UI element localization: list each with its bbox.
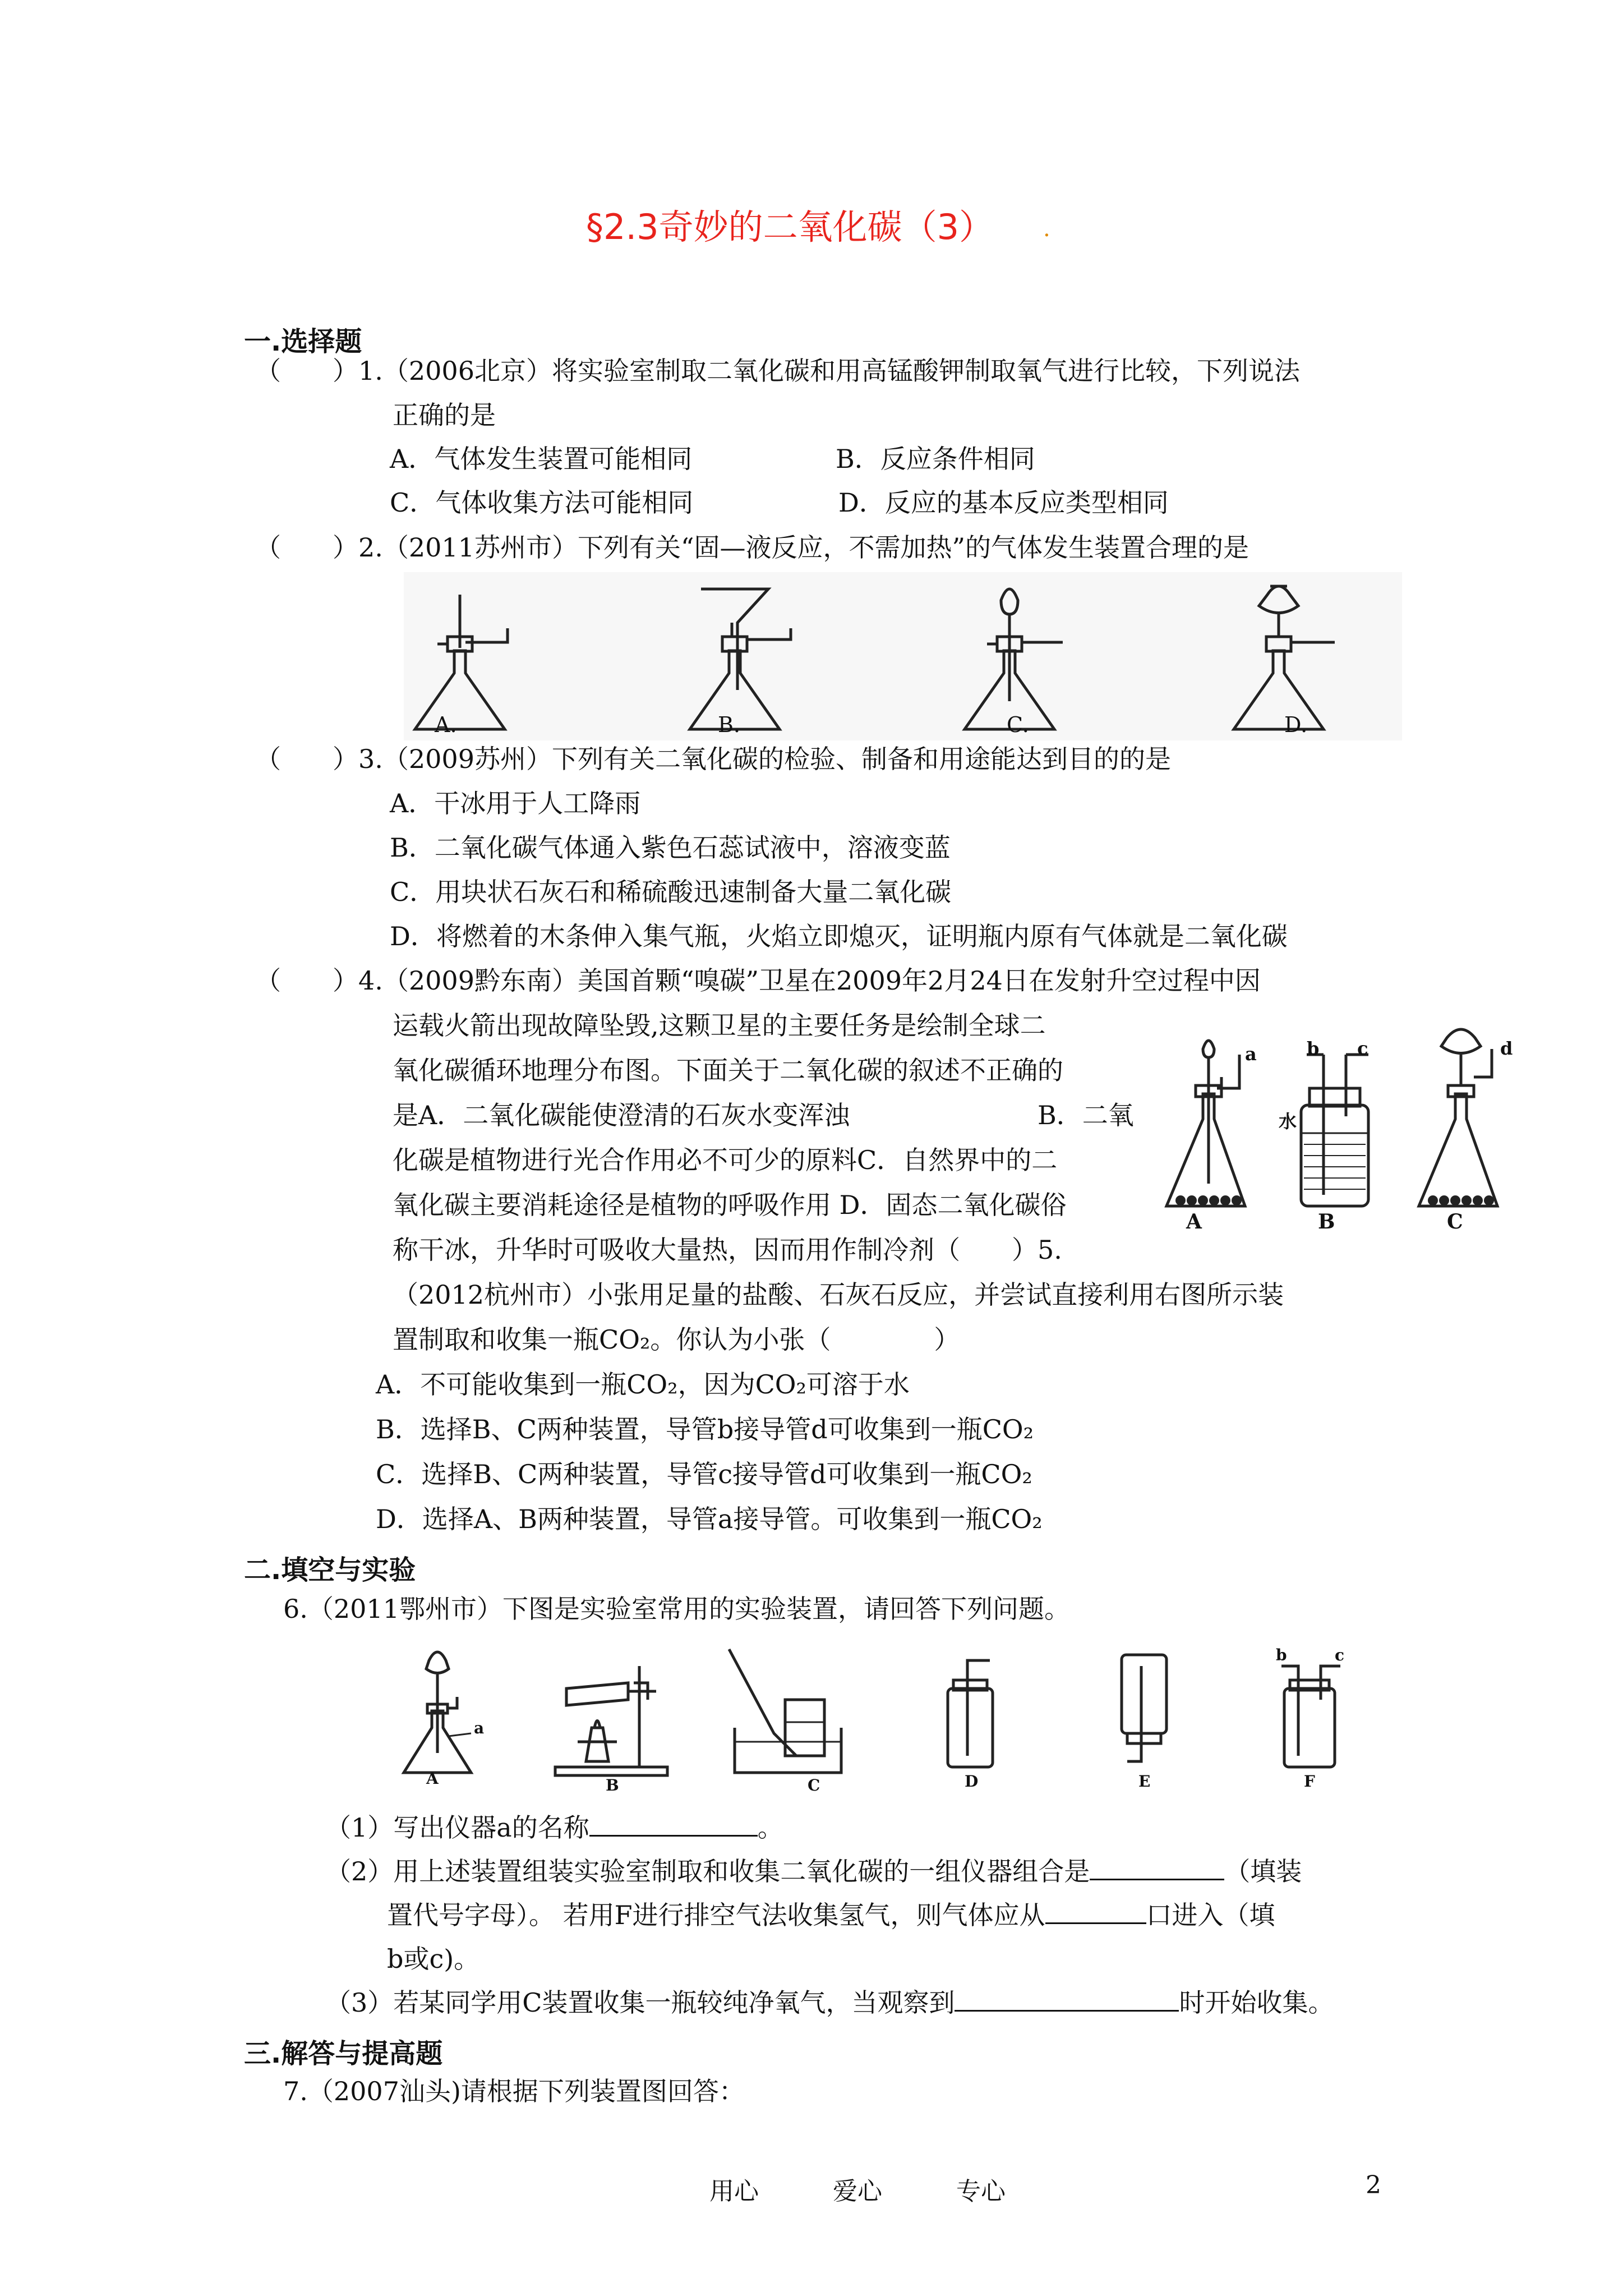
q1-option-d: D．反应的基本反应类型相同 [838,487,1169,518]
q6-part-2-text-2: 置代号字母）。 若用F进行排空气法收集氢气，则气体应从 [387,1900,1045,1930]
q5-fig-label-b: B [1318,1210,1335,1234]
q6-apparatus-figure [398,1644,1352,1795]
q1-option-c: C．气体收集方法可能相同 [390,487,694,518]
q4-line-6: 氧化碳主要消耗途径是植物的呼吸作用 D．固态二氧化碳俗 [393,1190,1067,1220]
q5-tube-label-a: a [1245,1043,1257,1065]
q5-bottle-b [1301,1055,1368,1206]
q4-line-3: 氧化碳循环地理分布图。下面关于二氧化碳的叙述不正确的 [393,1055,1063,1085]
q5-tube-label-c: c [1357,1038,1368,1059]
q6-part-3 [325,1987,1334,2018]
q6-apparatus-f [1281,1666,1340,1767]
q6-part-3-end: 时开始收集。 [1179,1987,1334,2018]
q6-part-1 [325,1812,783,1843]
q7-stem: 7.（2007汕头)请根据下列装置图回答： [283,2076,745,2106]
q5-stem: （2012杭州市）小张用足量的盐酸、石灰石反应，并尝试直接利用右图所示装 [393,1280,1284,1310]
q6-fig-tube-a: a [474,1719,485,1737]
q4-line-7: 称干冰，升华时可吸收大量热，因而用作制冷剂（ ）5. [393,1235,1062,1265]
q6-part-1-text: （1）写出仪器a的名称 [325,1812,589,1843]
q1-stem-cont: 正确的是 [393,400,496,430]
q6-blank-4[interactable] [955,1987,1179,2012]
q2-stem: （ ）2.（2011苏州市）下列有关“固—液反应，不需加热”的气体发生装置合理的是 [255,532,1249,563]
q4-line-2: 运载火箭出现故障坠毁,这颗卫星的主要任务是绘制全球二 [393,1010,1046,1041]
q6-part-2 [325,1856,1302,1887]
q5-fig-label-c: C [1447,1210,1463,1234]
q6-part-3-text: （3）若某同学用C装置收集一瓶较纯净氧气，当观察到 [325,1987,955,2018]
q6-part-1-end: 。 [757,1812,783,1843]
q6-apparatus-a [404,1652,471,1773]
q4-line-4a: 是A．二氧化碳能使澄清的石灰水变浑浊 [393,1100,850,1130]
q6-apparatus-d [948,1660,993,1767]
q6-fig-tube-b: b [1276,1646,1287,1664]
q5-water-label: 水 [1279,1111,1297,1132]
q6-fig-label-a: A [426,1769,439,1788]
q4-line-5: 化碳是植物进行光合作用必不可少的原料C．自然界中的二 [393,1145,1058,1175]
q5-fig-label-a: A [1186,1210,1202,1234]
q4-stem: （ ）4.（2009黔东南）美国首颗“嗅碳”卫星在2009年2月24日在发射升空过程中因 [255,965,1261,996]
q2-label-a: A. [435,712,457,737]
q6-fig-label-f: F [1304,1772,1315,1791]
q3-option-c: C．用块状石灰石和稀硫酸迅速制备大量二氧化碳 [390,877,952,907]
q6-part-2-mid: （填装 [1224,1856,1302,1887]
q6-blank-1[interactable] [589,1812,758,1837]
section-heading-choice: 一.选择题 [244,326,362,357]
q6-apparatus-e [1122,1655,1166,1761]
q5-flask-c [1419,1029,1497,1206]
q6-fig-label-e: E [1138,1772,1151,1791]
page-title: §2.3奇妙的二氧化碳（3） [586,206,994,247]
q3-option-a: A．干冰用于人工降雨 [390,788,641,818]
q5-tube-label-d: d [1500,1038,1513,1059]
q6-fig-tube-c: c [1335,1646,1345,1664]
q6-fig-label-b: B [606,1776,619,1795]
q1-option-a: A．气体发生装置可能相同 [390,444,693,474]
q6-part-2-cont [387,1899,1275,1931]
q6-blank-2[interactable] [1090,1856,1224,1880]
q2-label-c: C. [1007,712,1029,737]
q5-apparatus-figure [1155,1021,1525,1234]
q2-apparatus-figure [404,572,1402,740]
q1-stem: （ ）1.（2006北京）将实验室制取二氧化碳和用高锰酸钾制取氧气进行比较，下列说法 [255,356,1300,386]
q6-blank-3[interactable] [1045,1900,1146,1924]
q3-option-d: D．将燃着的木条伸入集气瓶，火焰立即熄灭，证明瓶内原有气体就是二氧化碳 [390,921,1288,951]
q6-fig-label-d: D [965,1772,979,1791]
q6-apparatus-c [729,1649,841,1773]
q6-part-2-tail: b或c)。 [387,1944,480,1974]
q6-apparatus-b [555,1666,667,1775]
q5-flask-a [1166,1041,1245,1206]
q4-line-4b: B．二氧 [1038,1100,1134,1130]
q1-option-b: B．反应条件相同 [836,444,1035,474]
q3-stem: （ ）3.（2009苏州）下列有关二氧化碳的检验、制备和用途能达到目的的是 [255,744,1171,774]
q6-part-2-end: 口进入（填 [1146,1900,1275,1930]
q2-label-b: B. [718,712,741,737]
q2-label-d: D. [1284,712,1308,737]
page-number: 2 [1366,2171,1381,2200]
q5-option-c: C．选择B、C两种装置，导管c接导管d可收集到一瓶CO₂ [376,1459,1032,1489]
q5-option-a: A．不可能收集到一瓶CO₂，因为CO₂可溶于水 [376,1369,910,1400]
q6-part-2-text: （2）用上述装置组装实验室制取和收集二氧化碳的一组仪器组合是 [325,1856,1090,1887]
stray-dot: . [1043,216,1050,242]
section-heading-solve: 三.解答与提高题 [244,2038,443,2069]
q6-fig-label-c: C [808,1776,820,1795]
q3-option-b: B．二氧化碳气体通入紫色石蕊试液中，溶液变蓝 [390,832,951,863]
section-heading-fill: 二.填空与实验 [244,1554,416,1586]
q5-option-b: B．选择B、C两种装置，导管b接导管d可收集到一瓶CO₂ [376,1414,1034,1444]
q5-option-d: D．选择A、B两种装置，导管a接导管。可收集到一瓶CO₂ [376,1504,1043,1534]
footer-motto: 用心 爱心 专心 [709,2177,1006,2206]
q6-stem: 6.（2011鄂州市）下图是实验室常用的实验装置，请回答下列问题。 [283,1594,1070,1624]
q5-stem-cont: 置制取和收集一瓶CO₂。你认为小张（ ） [393,1324,960,1355]
q5-tube-label-b: b [1307,1038,1320,1059]
